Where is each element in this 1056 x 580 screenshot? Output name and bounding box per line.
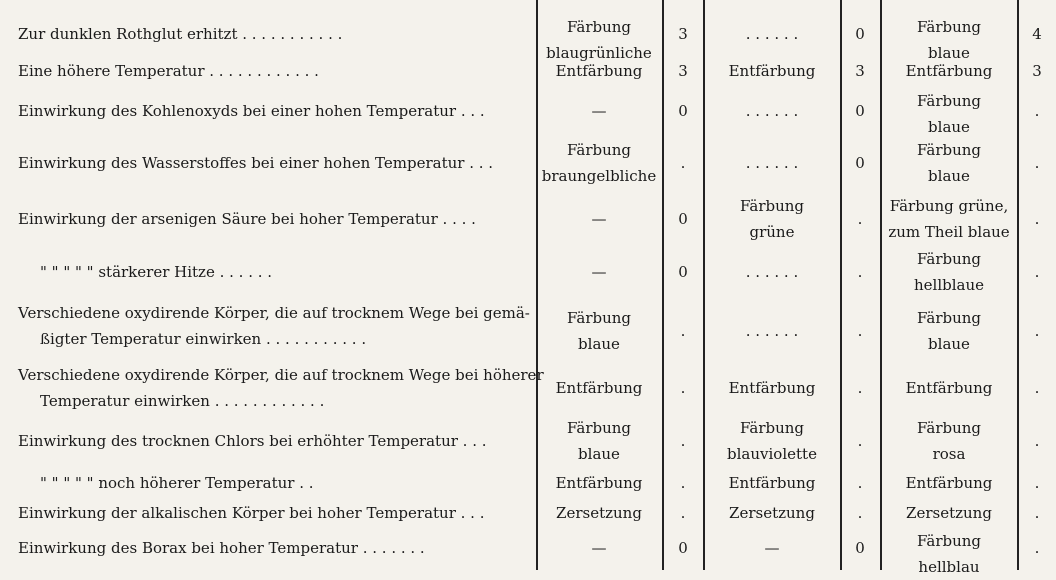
- table-row: [0, 414, 1056, 468]
- row-label: Einwirkung des trocknen Chlors bei erhöhter Temperatur . . .: [18, 432, 487, 450]
- value-cell: .: [1034, 432, 1040, 450]
- description-cell: Färbung blaugrünliche: [546, 18, 652, 62]
- value-cell: .: [857, 432, 863, 450]
- description-cell: Entfärbung: [555, 379, 643, 397]
- description-cell: —: [764, 539, 780, 557]
- row-label: Verschiedene oxydirende Körper, die auf trocknem Wege bei gemä-: [18, 304, 530, 322]
- value-cell: .: [857, 322, 863, 340]
- value-cell: 3: [678, 62, 688, 80]
- description-cell: . . . . . .: [745, 102, 799, 120]
- row-label: Einwirkung des Wasserstoffes bei einer hohen Temperatur . . .: [18, 154, 494, 172]
- value-cell: 0: [855, 102, 865, 120]
- value-cell: 0: [678, 102, 688, 120]
- row-label: " " " " " noch höherer Temperatur . .: [40, 474, 314, 492]
- value-cell: 0: [855, 154, 865, 172]
- table-row: [0, 135, 1056, 191]
- description-cell: . . . . . .: [745, 25, 799, 43]
- row-label: Eine höhere Temperatur . . . . . . . . . . . .: [18, 62, 319, 80]
- value-cell: .: [680, 432, 686, 450]
- description-cell: Entfärbung: [555, 474, 643, 492]
- description-cell: . . . . . .: [745, 154, 799, 172]
- value-cell: .: [857, 379, 863, 397]
- table-row: [0, 192, 1056, 246]
- row-label: Einwirkung des Kohlenoxyds bei einer hohen Temperatur . . .: [18, 102, 485, 120]
- row-label: Temperatur einwirken . . . . . . . . . . . .: [40, 392, 325, 410]
- description-cell: Zersetzung: [906, 504, 992, 522]
- value-cell: .: [1034, 263, 1040, 281]
- value-cell: 0: [678, 263, 688, 281]
- value-cell: 0: [855, 539, 865, 557]
- table-row: [0, 362, 1056, 414]
- value-cell: .: [1034, 539, 1040, 557]
- description-cell: Zersetzung: [729, 504, 815, 522]
- value-cell: .: [1034, 322, 1040, 340]
- description-cell: Entfärbung: [905, 62, 993, 80]
- value-cell: .: [857, 210, 863, 228]
- description-cell: —: [591, 210, 607, 228]
- description-cell: Färbung grüne: [739, 197, 805, 241]
- row-label: Einwirkung der arsenigen Säure bei hoher Temperatur . . . .: [18, 210, 476, 228]
- description-cell: Färbung hellblaue: [913, 250, 984, 294]
- description-cell: . . . . . .: [745, 322, 799, 340]
- description-cell: Entfärbung: [728, 379, 816, 397]
- description-cell: —: [591, 263, 607, 281]
- description-cell: Entfärbung: [905, 379, 993, 397]
- value-cell: .: [680, 379, 686, 397]
- value-cell: 0: [678, 210, 688, 228]
- description-cell: Färbung blaue: [916, 309, 982, 353]
- description-cell: Färbung grüne, zum Theil blaue: [888, 197, 1010, 241]
- description-cell: —: [591, 102, 607, 120]
- description-cell: Entfärbung: [905, 474, 993, 492]
- value-cell: .: [857, 504, 863, 522]
- row-label: Einwirkung des Borax bei hoher Temperatur . . . . . . .: [18, 539, 425, 557]
- value-cell: .: [1034, 474, 1040, 492]
- description-cell: Färbung hellblau: [916, 532, 982, 576]
- value-cell: .: [680, 504, 686, 522]
- description-cell: Färbung blaue: [566, 309, 632, 353]
- value-cell: .: [1034, 379, 1040, 397]
- row-label: ßigter Temperatur einwirken . . . . . . . . . . .: [40, 330, 367, 348]
- table-row: [0, 88, 1056, 134]
- value-cell: 3: [1032, 62, 1042, 80]
- table-row: [0, 14, 1056, 62]
- row-label: Verschiedene oxydirende Körper, die auf trocknem Wege bei höherer: [18, 366, 544, 384]
- row-label: " " " " " stärkerer Hitze . . . . . .: [40, 263, 273, 281]
- table-row: [0, 300, 1056, 362]
- value-cell: 0: [855, 25, 865, 43]
- table-row: [0, 246, 1056, 298]
- description-cell: Entfärbung: [728, 474, 816, 492]
- description-cell: Färbung blaue: [916, 18, 982, 62]
- value-cell: .: [1034, 504, 1040, 522]
- value-cell: .: [1034, 154, 1040, 172]
- value-cell: .: [680, 322, 686, 340]
- value-cell: .: [1034, 210, 1040, 228]
- value-cell: 3: [855, 62, 865, 80]
- value-cell: .: [680, 154, 686, 172]
- description-cell: Färbung blaue: [916, 141, 982, 185]
- table-row: [0, 498, 1056, 528]
- value-cell: 4: [1032, 25, 1042, 43]
- description-cell: Färbung blaue: [566, 419, 632, 463]
- row-label: Einwirkung der alkalischen Körper bei hoher Temperatur . . .: [18, 504, 485, 522]
- description-cell: Entfärbung: [555, 62, 643, 80]
- row-label: Zur dunklen Rothglut erhitzt . . . . . . . . . . .: [18, 25, 343, 43]
- description-cell: Zersetzung: [556, 504, 642, 522]
- value-cell: .: [857, 263, 863, 281]
- description-cell: Entfärbung: [728, 62, 816, 80]
- table-row: [0, 54, 1056, 88]
- description-cell: Färbung blaue: [916, 92, 982, 136]
- value-cell: .: [680, 474, 686, 492]
- description-cell: Färbung rosa: [916, 419, 982, 463]
- description-cell: Färbung braungelbliche: [541, 141, 657, 185]
- value-cell: .: [1034, 102, 1040, 120]
- value-cell: 3: [678, 25, 688, 43]
- table-row: [0, 528, 1056, 576]
- description-cell: —: [591, 539, 607, 557]
- table-row: [0, 468, 1056, 498]
- description-cell: . . . . . .: [745, 263, 799, 281]
- description-cell: Färbung blauviolette: [727, 419, 817, 463]
- value-cell: 0: [678, 539, 688, 557]
- value-cell: .: [857, 474, 863, 492]
